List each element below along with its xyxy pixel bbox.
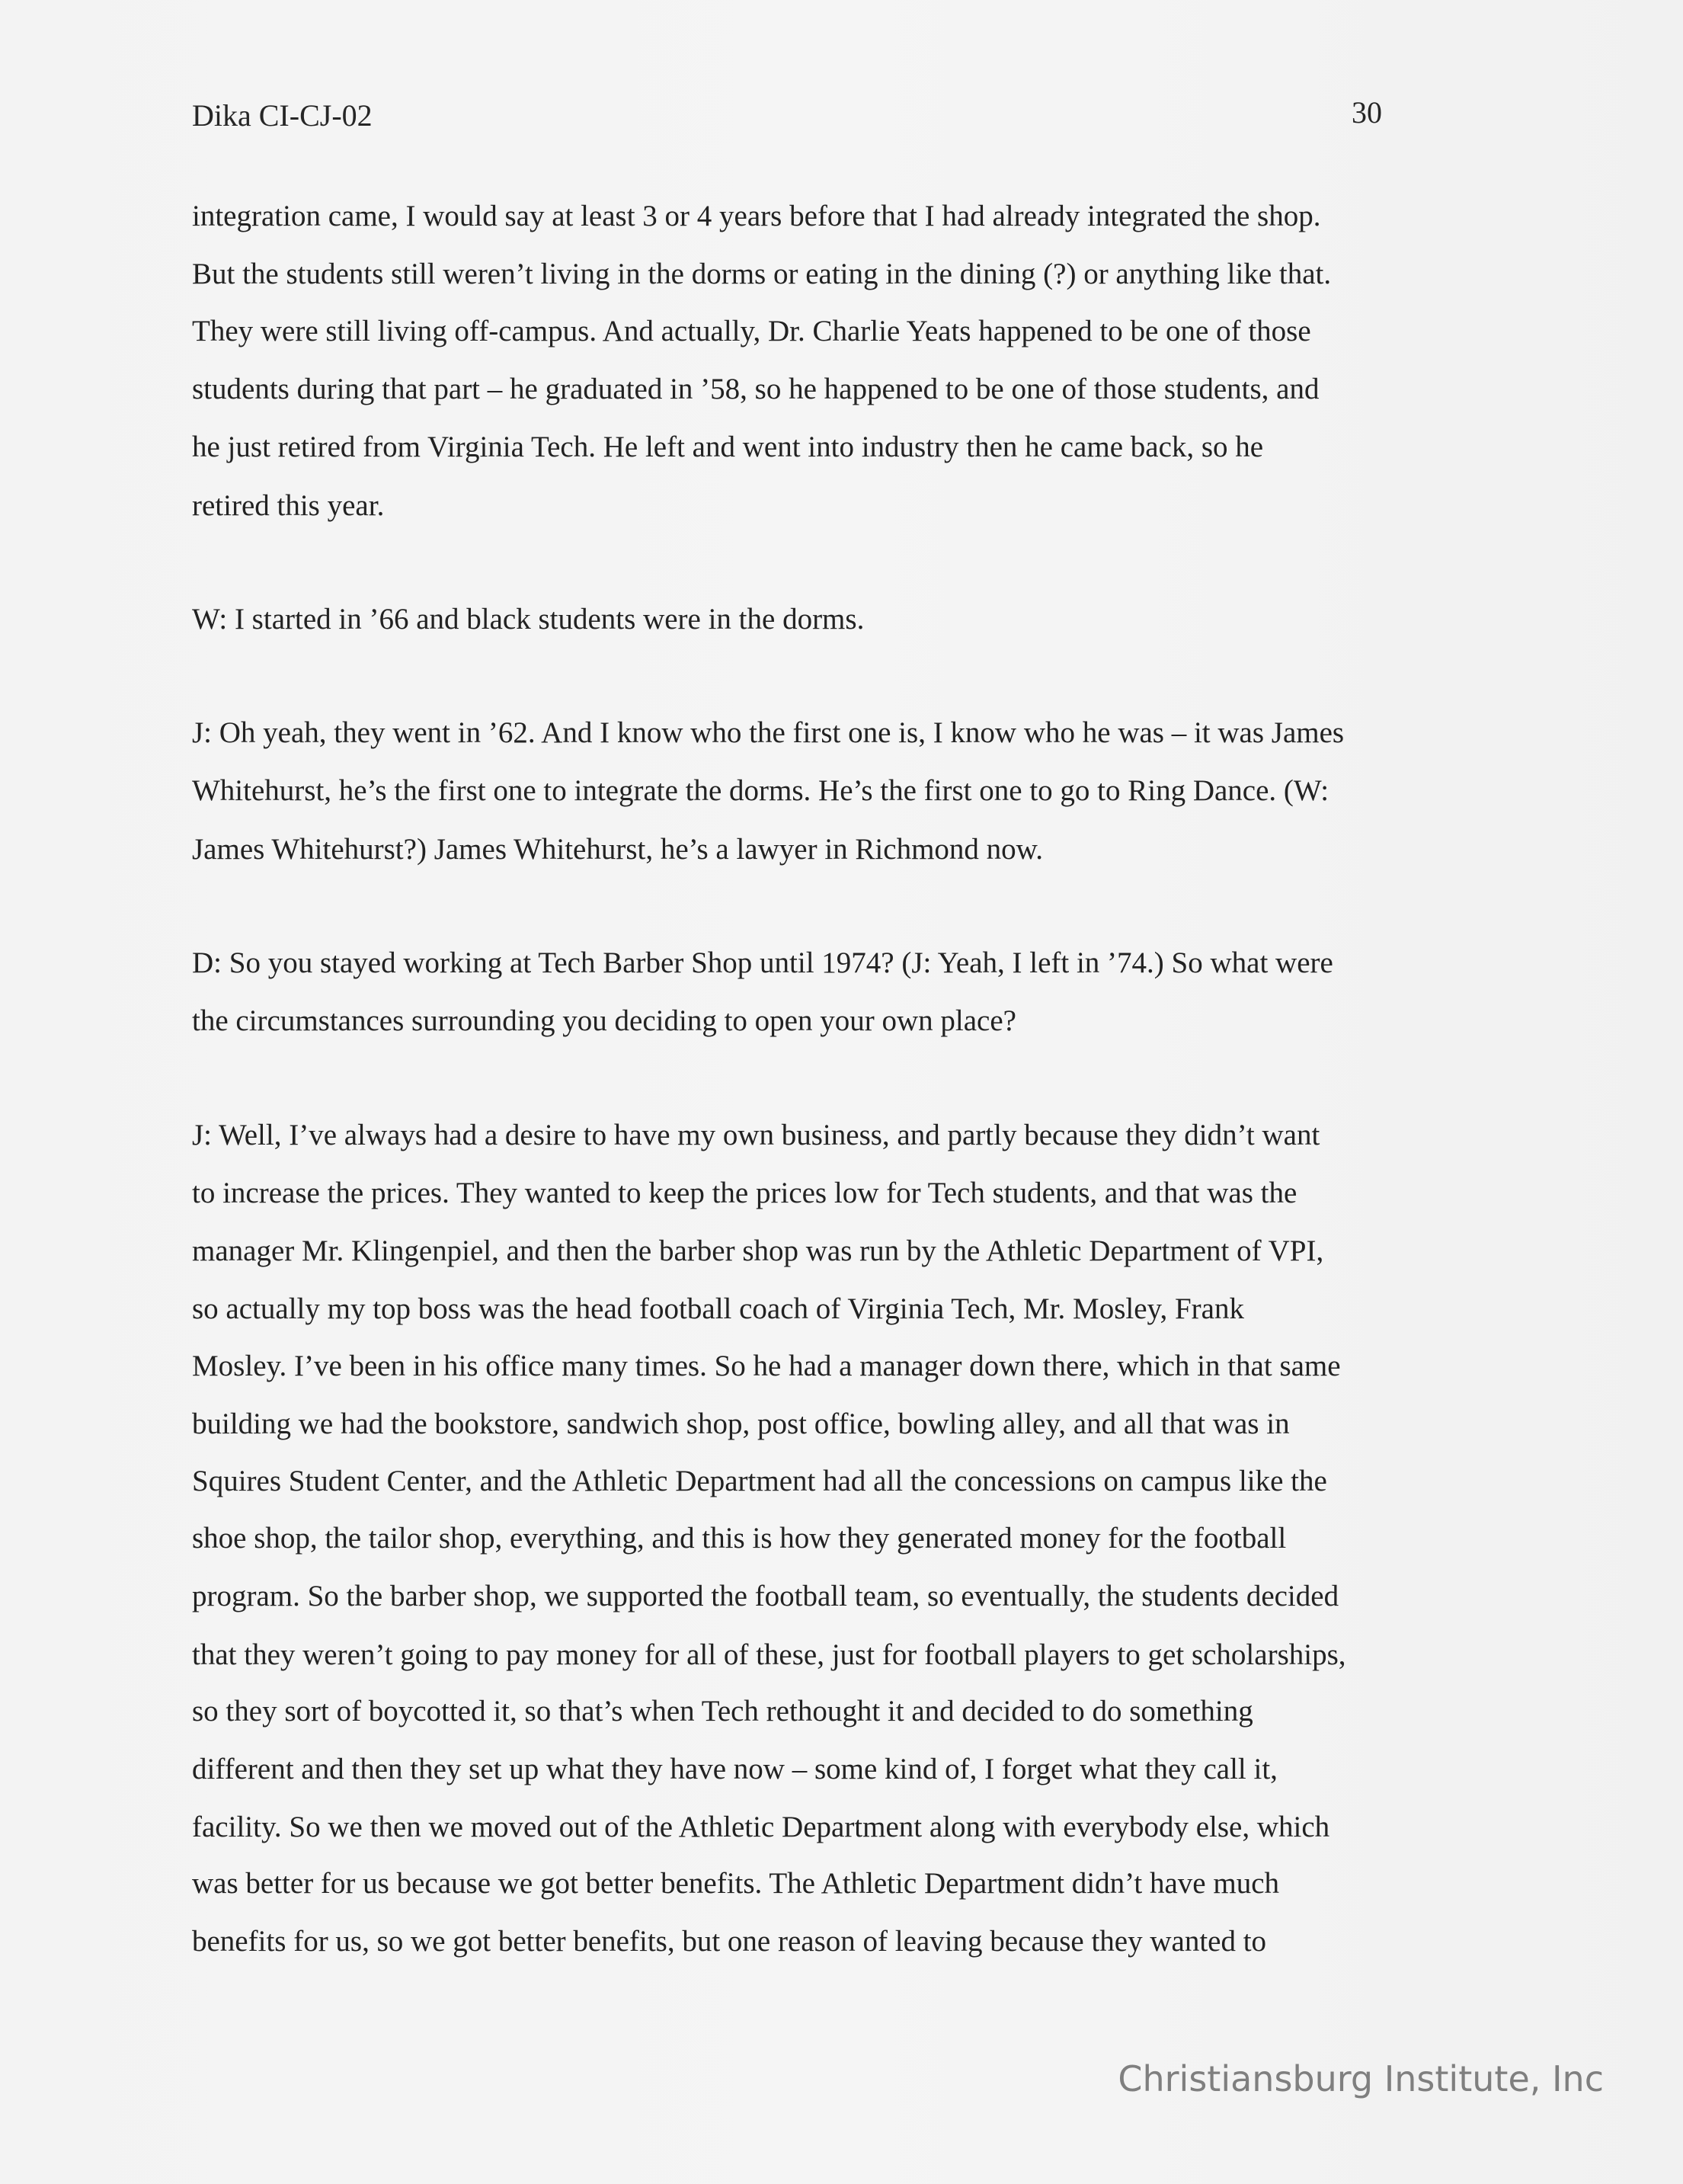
paragraph-5-line: Squires Student Center, and the Athletic Department had all the concessions on campus like the	[192, 1465, 1327, 1497]
paragraph-5-line: Mosley. I’ve been in his office many times. So he had a manager down there, which in that same	[192, 1350, 1341, 1382]
paragraph-5-line: different and then they set up what they have now – some kind of, I forget what they call it,	[192, 1753, 1278, 1785]
paragraph-5-line: was better for us because we got better benefits. The Athletic Department didn’t have much	[192, 1867, 1280, 1900]
paragraph-1-line: But the students still weren’t living in the dorms or eating in the dining (?) or anything like that.	[192, 258, 1332, 290]
paragraph-5-line: that they weren’t going to pay money for all of these, just for football players to get scholarships,	[192, 1638, 1346, 1671]
paragraph-1-line: he just retired from Virginia Tech. He left and went into industry then he came back, so he	[192, 431, 1264, 463]
paragraph-5-line: to increase the prices. They wanted to keep the prices low for Tech students, and that was the	[192, 1177, 1297, 1209]
paragraph-5-line: so actually my top boss was the head football coach of Virginia Tech, Mr. Mosley, Frank	[192, 1292, 1244, 1325]
paragraph-1-line: They were still living off-campus. And actually, Dr. Charlie Yeats happened to be one of those	[192, 315, 1311, 347]
paragraph-5-line: program. So the barber shop, we supported the football team, so eventually, the students decided	[192, 1580, 1339, 1612]
paragraph-4-line: the circumstances surrounding you deciding to open your own place?	[192, 1004, 1016, 1037]
paragraph-1-line: students during that part – he graduated in ’58, so he happened to be one of those students, and	[192, 373, 1320, 405]
paragraph-1-line: integration came, I would say at least 3 or 4 years before that I had already integrated the shop.	[192, 200, 1321, 232]
paragraph-5-line: building we had the bookstore, sandwich shop, post office, bowling alley, and all that was in	[192, 1407, 1290, 1440]
paragraph-2-line: W: I started in ’66 and black students were in the dorms.	[192, 603, 865, 636]
paragraph-4-line: D: So you stayed working at Tech Barber Shop until 1974? (J: Yeah, I left in ’74.) So what were	[192, 946, 1333, 979]
paragraph-3-line: James Whitehurst?) James Whitehurst, he’s a lawyer in Richmond now.	[192, 833, 1044, 866]
paragraph-5-line: so they sort of boycotted it, so that’s when Tech rethought it and decided to do something	[192, 1695, 1253, 1728]
paragraph-5-line: shoe shop, the tailor shop, everything, and this is how they generated money for the football	[192, 1522, 1287, 1555]
paragraph-5-line: benefits for us, so we got better benefits, but one reason of leaving because they wanted to	[192, 1925, 1267, 1958]
watermark-text: Christiansburg Institute, Inc	[1118, 2058, 1604, 2099]
paragraph-3-line: J: Oh yeah, they went in ’62. And I know who the first one is, I know who he was – it was James	[192, 716, 1345, 749]
page-number: 30	[1352, 95, 1382, 130]
paragraph-5-line: J: Well, I’ve always had a desire to have my own business, and partly because they didn’t want	[192, 1119, 1320, 1151]
paragraph-1-line: retired this year.	[192, 489, 385, 522]
paragraph-5-line: manager Mr. Klingenpiel, and then the barber shop was run by the Athletic Department of VPI,	[192, 1235, 1324, 1267]
paragraph-3-line: Whitehurst, he’s the first one to integrate the dorms. He’s the first one to go to Ring Dance. (W:	[192, 774, 1329, 807]
paragraph-5-line: facility. So we then we moved out of the Athletic Department along with everybody else, which	[192, 1811, 1330, 1843]
document-id: Dika CI-CJ-02	[192, 98, 373, 133]
